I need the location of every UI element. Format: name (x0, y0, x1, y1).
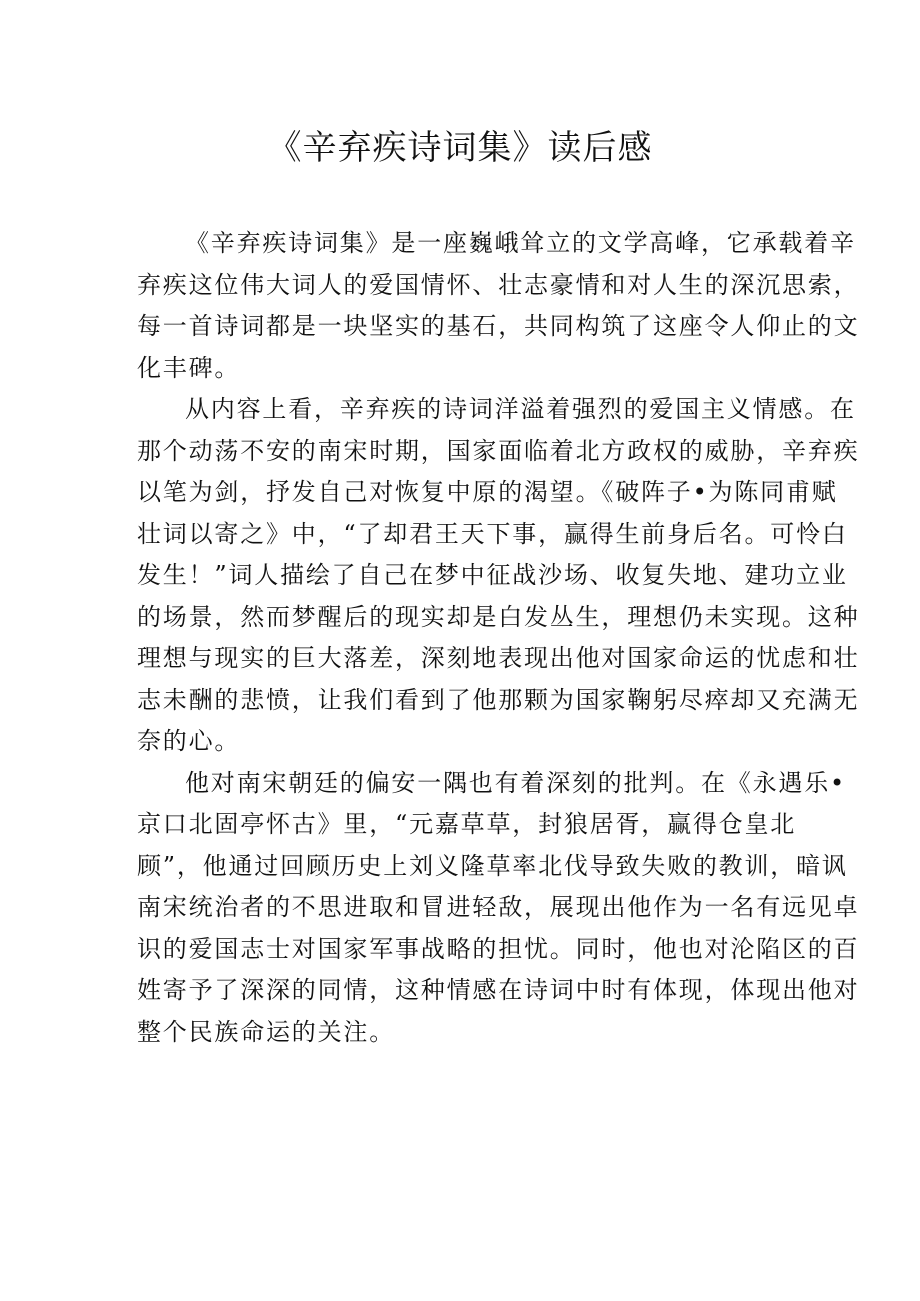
text-line: 姓寄予了深深的同情，这种情感在诗词中时有体现，体现出他对 (137, 976, 860, 1004)
text-line: 那个动荡不安的南宋时期，国家面临着北方政权的威胁，辛弃疾 (137, 436, 860, 465)
text-line: 《辛弃疾诗词集》是一座巍峨耸立的文学高峰，它承载着辛 (185, 229, 856, 257)
text-line: 志未酬的悲愤，让我们看到了他那颗为国家鞠躬尽瘁却又充满无 (137, 685, 860, 714)
text-line: 每一首诗词都是一块坚实的基石，共同构筑了这座令人仰止的文 (137, 312, 860, 340)
text-line: 识的爱国志士对国家军事战略的担忧。同时，他也对沦陷区的百 (137, 934, 860, 963)
paragraph-1 (137, 223, 860, 389)
text-line: 整个民族命运的关注。 (137, 1017, 395, 1046)
text-line: 奈的心。 (137, 727, 241, 755)
text-line: 壮词以寄之》中，“了却君王天下事，赢得生前身后名。可怜白 (137, 519, 848, 548)
text-line: 顾”，他通过回顾历史上刘义隆草率北伐导致失败的教训，暗讽 (137, 851, 848, 880)
paragraph-3 (137, 763, 860, 1054)
text-line: 发生！”词人描绘了自己在梦中征战沙场、收复失地、建功立业 (137, 561, 848, 589)
text-line: 他对南宋朝廷的偏安一隅也有着深刻的批判。在《永遇乐• (185, 768, 846, 797)
text-line: 化丰碑。 (137, 353, 241, 382)
text-line: 南宋统治者的不思进取和冒进轻敌，展现出他作为一名有远见卓 (137, 893, 860, 921)
document-title: 《辛弃疾诗词集》读后感 (267, 128, 653, 168)
text-line: 京口北固亭怀古》里，“元嘉草草，封狼居胥，赢得仓皇北 (137, 810, 797, 838)
text-line: 的场景，然而梦醒后的现实却是白发丛生，理想仍未实现。这种 (137, 602, 860, 631)
text-line: 从内容上看，辛弃疾的诗词洋溢着强烈的爱国主义情感。在 (185, 395, 856, 423)
text-line: 弃疾这位伟大词人的爱国情怀、壮志豪情和对人生的深沉思索， (137, 270, 860, 299)
text-line: 理想与现实的巨大落差，深刻地表现出他对国家命运的忧虑和壮 (137, 644, 860, 672)
paragraph-2 (137, 389, 860, 763)
text-line: 以笔为剑，抒发自己对恢复中原的渴望。《破阵子•为陈同甫赋 (137, 478, 838, 506)
document-body (137, 223, 860, 1053)
